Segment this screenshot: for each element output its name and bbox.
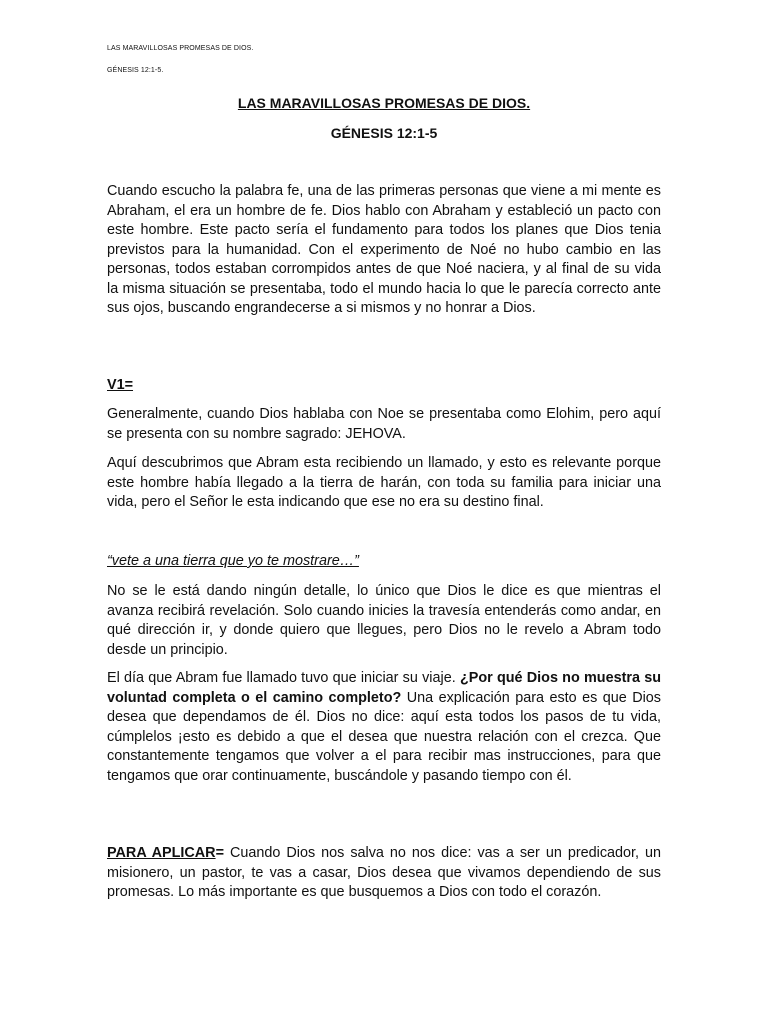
scripture-quote: “vete a una tierra que yo te mostrare…” [107,553,359,569]
paragraph-voluntad-rest: Una explicación para esto es que Dios desea que dependamos de él. Dios no dice: aquí esta todos los pasos de tu vida, cúmplelos ¡esto es debido a que el desea que nuestra relación con el crezca. Que constantemente tengamos que volver a el para recibir mas instrucciones, para que tengamos que orar continuamente, buscándole y pasando tiempo con él. [107,689,661,784]
paragraph-llamado [107,454,661,513]
paragraph-voluntad-question: ¿Por qué Dios no muestra su voluntad completa o el camino completo? [107,670,662,706]
paragraph-revelacion [107,582,661,660]
paragraph-aplicar [107,844,661,903]
document-title: LAS MARAVILLOSAS PROMESAS DE DIOS. [237,95,531,111]
running-header-reference: GÉNESIS 12:1-5. [107,67,164,74]
paragraph-voluntad [107,669,661,786]
intro-text: Cuando escucho la palabra fe, una de las primeras personas que viene a mi mente es Abraham, el era un hombre de fe. Dios hablo con Abraham y estableció un pacto con este hombre. Este pacto sería el fundamento para todos los planes que Dios tenia previstos para la humanidad. Con el experimento de Noé no hubo cambio en las personas, todos estaban corrompidos antes de que Noé naciera, y al final de su vida la misma situación se presentaba, todo el mundo hacia lo que le parecía correcto ante sus ojos, buscando engrandecerse a si mismos y no honrar a Dios. [107,183,661,316]
verse-heading: V1= [107,377,134,393]
aplicar-equals: = [215,845,224,861]
aplicar-text: Cuando Dios nos salva no nos dice: vas a ser un predicador, un misionero, un pastor, te vas a casar, Dios desea que vivamos dependiendo de sus promesas. Lo más importante es que busquemos a Dios con todo el corazón. [107,845,662,900]
running-header-title: LAS MARAVILLOSAS PROMESAS DE DIOS. [107,45,254,52]
aplicar-label: PARA APLICAR [107,845,216,861]
paragraph-revelacion-text: No se le está dando ningún detalle, lo único que Dios le dice es que mientras el avanza recibirá revelación. Solo cuando inicies la travesía entenderás como andar, en qué dirección ir, y donde quiero que llegues, pero Dios no le revelo a Abram todo desde un principio. [107,583,661,658]
paragraph-llamado-text: Aquí descubrimos que Abram esta recibiendo un llamado, y esto es relevante porque este hombre había llegado a la tierra de harán, con toda su familia para iniciar una vida, pero el Señor le esta indicando que ese no era su destino final. [107,455,661,510]
paragraph-elohim-text: Generalmente, cuando Dios hablaba con Noe se presentaba como Elohim, pero aquí se presenta con su nombre sagrado: JEHOVA. [107,406,661,442]
paragraph-elohim [107,405,661,444]
intro-paragraph [107,182,661,319]
document-subtitle: GÉNESIS 12:1-5 [330,125,438,141]
paragraph-voluntad-lead: El día que Abram fue llamado tuvo que iniciar su viaje. [107,670,460,686]
